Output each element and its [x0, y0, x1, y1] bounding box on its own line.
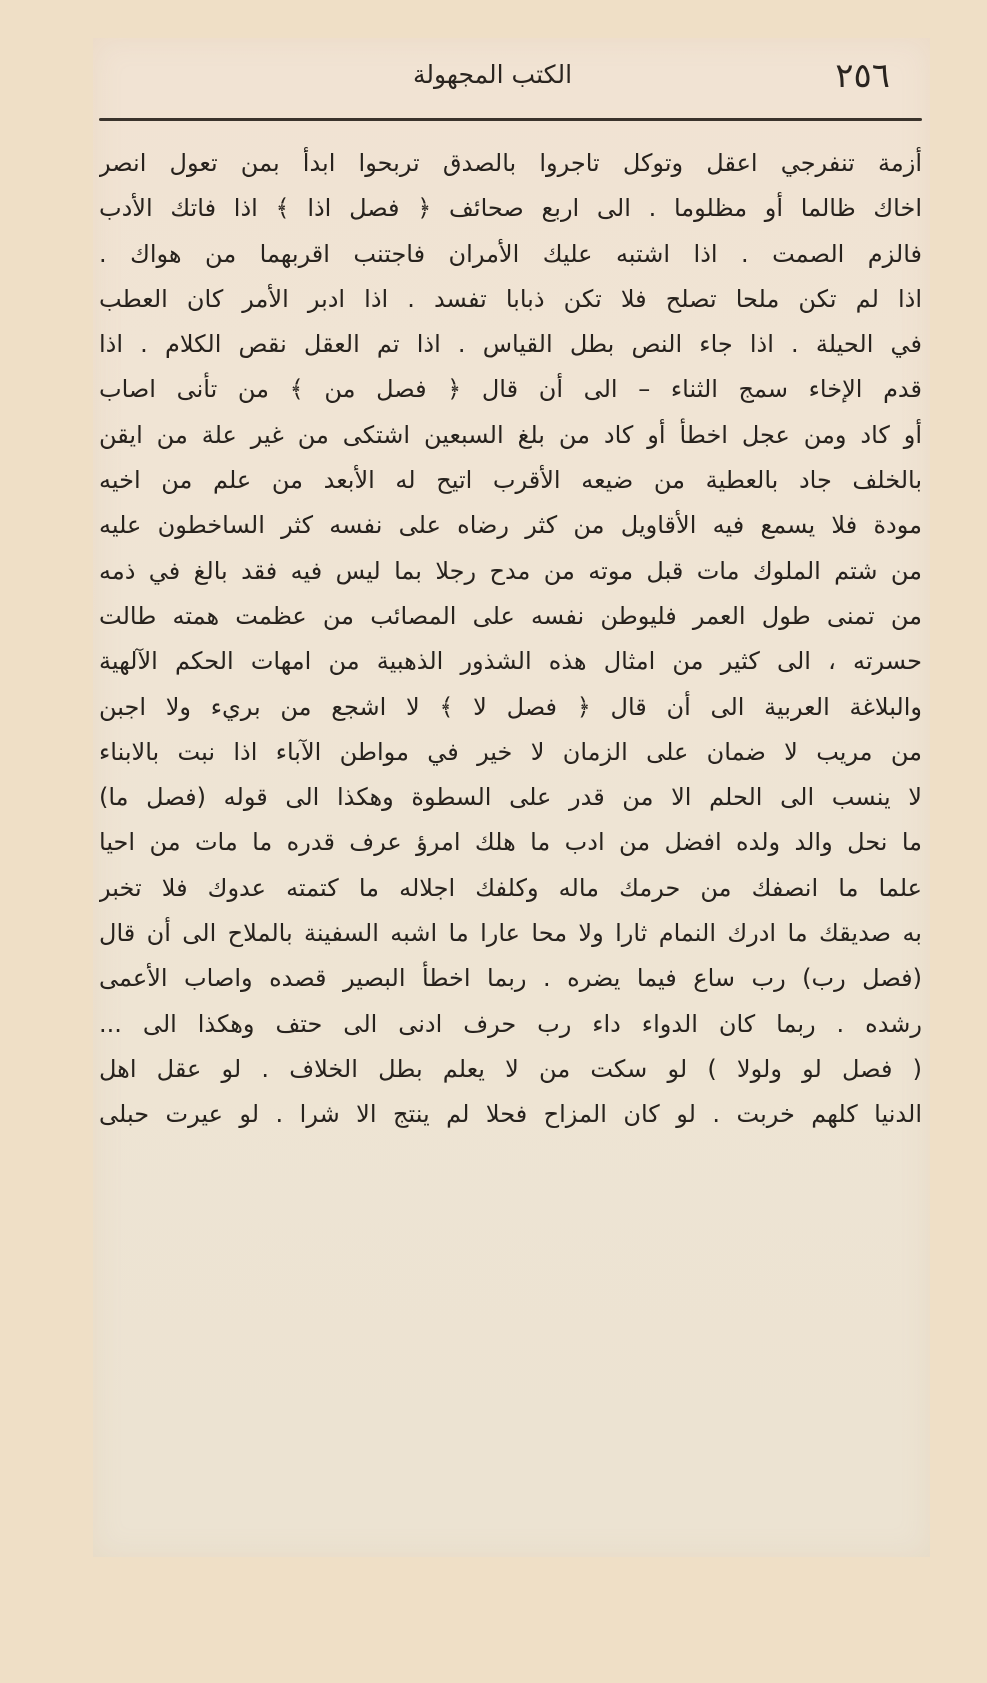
text-line: لا ينسب الى الحلم الا من قدر على السطوة وهكذا الى قوله (فصل ما) — [99, 783, 922, 812]
text-line: بالخلف جاد بالعطية من ضيعه الأقرب اتيح له الأبعد من علم من اخيه — [99, 466, 922, 495]
text-line: (فصل رب) رب ساع فيما يضره . ربما اخطأ البصير قصده واصاب الأعمى — [99, 964, 922, 993]
book-page — [93, 38, 930, 1557]
text-line: قدم الإخاء سمج الثناء – الى أن قال ﴿ فصل من ﴾ من تأنى اصاب — [99, 375, 922, 404]
text-line: حسرته ، الى كثير من امثال هذه الشذور الذهبية من امهات الحكم الآلهية — [99, 647, 922, 676]
text-line: علما ما انصفك من حرمك ماله وكلفك اجلاله ما كتمته عدوك فلا تخبر — [99, 873, 922, 902]
text-line: رشده . ربما كان الدواء داء رب حرف ادنى الى حتف وهكذا الى ... — [99, 1009, 922, 1038]
text-line: في الحيلة . اذا جاء النص بطل القياس . اذا تم العقل نقص الكلام . اذا — [99, 330, 922, 359]
text-line: ( فصل لو ولولا ) لو سكت من لا يعلم بطل الخلاف . لو عقل اهل — [99, 1054, 922, 1083]
text-line: والبلاغة العربية الى أن قال ﴿ فصل لا ﴾ لا اشجع من بريء ولا اجبن — [99, 692, 922, 721]
text-line: الدنيا كلهم خربت . لو كان المزاح فحلا لم ينتج الا شرا . لو عيرت حبلى — [99, 1100, 922, 1129]
text-line: من تمنى طول العمر فليوطن نفسه على المصائب من عظمت همته طالت — [99, 601, 922, 630]
text-line: ما نحل والد ولده افضل من ادب ما هلك امرؤ عرف قدره ما مات من احيا — [99, 828, 922, 857]
text-line: به صديقك ما ادرك النمام ثارا ولا محا عارا ما اشبه السفينة بالملاح الى أن قال — [99, 919, 922, 948]
text-line: اذا لم تكن ملحا تصلح فلا تكن ذبابا تفسد . اذا ادبر الأمر كان العطب — [99, 284, 922, 313]
running-title: الكتب المجهولة — [413, 60, 573, 89]
page-number: ٢٥٦ — [835, 56, 890, 96]
text-line: مودة فلا يسمع فيه الأقاويل من كثر رضاه على نفسه كثر الساخطون عليه — [99, 511, 922, 540]
text-line: أو كاد ومن عجل اخطأ أو كاد من بلغ السبعين اشتكى من غير علة من ايقن — [99, 420, 922, 449]
text-line: فالزم الصمت . اذا اشتبه عليك الأمران فاجتنب اقربهما من هواك . — [99, 239, 922, 268]
header-rule — [99, 118, 922, 121]
body-text — [99, 141, 922, 1138]
text-line: من مريب لا ضمان على الزمان لا خير في مواطن الآباء اذا نبت بالابناء — [99, 737, 922, 766]
text-line: أزمة تنفرجي اعقل وتوكل تاجروا بالصدق تربحوا ابدأ بمن تعول انصر — [99, 149, 922, 177]
text-line: اخاك ظالما أو مظلوما . الى اربع صحائف ﴿ فصل اذا ﴾ اذا فاتك الأدب — [99, 194, 922, 223]
page-header — [93, 38, 930, 118]
text-line: من شتم الملوك مات قبل موته من مدح رجلا بما ليس فيه فقد بالغ في ذمه — [99, 556, 922, 585]
